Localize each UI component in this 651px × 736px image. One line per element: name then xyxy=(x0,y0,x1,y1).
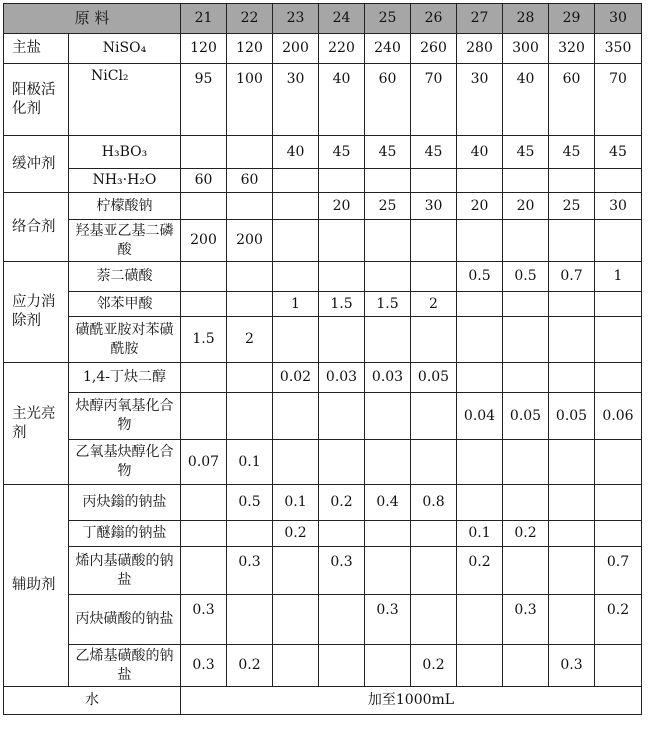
value-cell: 0.1 xyxy=(273,485,319,521)
col-header: 29 xyxy=(549,4,595,34)
value-cell: 0.5 xyxy=(227,485,273,521)
category-label: 辅助剂 xyxy=(4,485,69,687)
value-cell xyxy=(411,262,457,292)
value-cell xyxy=(365,169,411,193)
item-label: NH₃·H₂O xyxy=(69,169,181,193)
value-cell: 300 xyxy=(503,34,549,64)
value-cell xyxy=(549,317,595,363)
value-cell xyxy=(319,393,365,440)
value-cell xyxy=(549,292,595,317)
value-cell: 0.05 xyxy=(411,363,457,393)
value-cell xyxy=(411,393,457,440)
item-label: 柠檬酸钠 xyxy=(69,193,181,220)
value-cell xyxy=(365,645,411,687)
row-stress-sulfobenzimide xyxy=(4,292,642,317)
value-cell: 45 xyxy=(365,136,411,169)
value-cell xyxy=(273,547,319,595)
value-cell: 20 xyxy=(457,193,503,220)
item-label: 萘二磺酸 xyxy=(69,262,181,292)
row-brightener-propargyl xyxy=(4,393,642,440)
value-cell xyxy=(181,262,227,292)
value-cell: 0.03 xyxy=(365,363,411,393)
value-cell: 120 xyxy=(227,34,273,64)
value-cell: 60 xyxy=(549,64,595,136)
value-cell xyxy=(319,262,365,292)
value-cell: 2 xyxy=(411,292,457,317)
value-cell: 0.2 xyxy=(503,521,549,547)
value-cell xyxy=(181,292,227,317)
value-cell: 0.3 xyxy=(227,547,273,595)
value-cell xyxy=(273,440,319,485)
col-header: 28 xyxy=(503,4,549,34)
value-cell: 70 xyxy=(411,64,457,136)
value-cell xyxy=(273,317,319,363)
value-cell: 0.2 xyxy=(411,645,457,687)
value-cell xyxy=(595,292,642,317)
value-cell xyxy=(227,292,273,317)
value-cell xyxy=(227,595,273,645)
value-cell xyxy=(319,645,365,687)
value-cell xyxy=(595,485,642,521)
item-label: 邻苯甲酸 xyxy=(69,292,181,317)
value-cell xyxy=(503,169,549,193)
value-cell xyxy=(503,547,549,595)
value-cell: 0.2 xyxy=(319,485,365,521)
category-label: 应力消除剂 xyxy=(4,262,69,363)
formulation-table xyxy=(3,3,642,715)
value-cell xyxy=(503,645,549,687)
value-cell xyxy=(457,317,503,363)
value-cell: 45 xyxy=(503,136,549,169)
value-cell: 0.05 xyxy=(503,393,549,440)
value-cell xyxy=(181,393,227,440)
value-cell: 40 xyxy=(503,64,549,136)
row-buffer-nh3 xyxy=(4,169,642,193)
materials-header: 原 料 xyxy=(4,4,181,34)
item-label: 乙氧基炔醇化合物 xyxy=(69,440,181,485)
value-cell: 70 xyxy=(595,64,642,136)
row-stress-naphthalene xyxy=(4,262,642,292)
category-label: 阳极活化剂 xyxy=(4,64,69,136)
value-cell xyxy=(549,595,595,645)
value-cell: 200 xyxy=(273,34,319,64)
value-cell: 0.04 xyxy=(457,393,503,440)
item-label: 炔醇丙氧基化合物 xyxy=(69,393,181,440)
value-cell: 0.8 xyxy=(411,485,457,521)
category-label: 主盐 xyxy=(4,34,69,64)
value-cell: 1.5 xyxy=(365,292,411,317)
value-cell xyxy=(595,521,642,547)
value-cell: 20 xyxy=(503,193,549,220)
value-cell xyxy=(411,169,457,193)
row-aux-allyl xyxy=(4,547,642,595)
value-cell: 0.03 xyxy=(319,363,365,393)
col-header: 27 xyxy=(457,4,503,34)
value-cell xyxy=(319,317,365,363)
value-cell: 45 xyxy=(549,136,595,169)
row-aux-vinyl xyxy=(4,645,642,687)
value-cell: 120 xyxy=(181,34,227,64)
value-cell: 0.7 xyxy=(595,547,642,595)
value-cell xyxy=(503,485,549,521)
item-label: 乙烯基磺酸的钠盐 xyxy=(69,645,181,687)
value-cell xyxy=(181,485,227,521)
value-cell: 45 xyxy=(595,136,642,169)
value-cell: 0.05 xyxy=(549,393,595,440)
value-cell: 30 xyxy=(411,193,457,220)
value-cell xyxy=(549,485,595,521)
value-cell xyxy=(457,220,503,262)
value-cell xyxy=(549,220,595,262)
col-header: 22 xyxy=(227,4,273,34)
row-stress-sulfonamide xyxy=(4,317,642,363)
value-cell: 0.3 xyxy=(549,645,595,687)
col-header: 21 xyxy=(181,4,227,34)
value-cell: 0.4 xyxy=(365,485,411,521)
value-cell xyxy=(457,169,503,193)
value-cell: 0.02 xyxy=(273,363,319,393)
value-cell xyxy=(457,595,503,645)
value-cell: 30 xyxy=(273,64,319,136)
value-cell xyxy=(595,220,642,262)
value-cell xyxy=(503,292,549,317)
item-label: 羟基亚乙基二磷酸 xyxy=(69,220,181,262)
item-label: 1,4-丁炔二醇 xyxy=(69,363,181,393)
value-cell xyxy=(457,645,503,687)
value-cell xyxy=(411,547,457,595)
value-cell: 240 xyxy=(365,34,411,64)
item-label: 丙炔鎓的钠盐 xyxy=(69,485,181,521)
value-cell xyxy=(227,521,273,547)
value-cell xyxy=(365,393,411,440)
item-label: 磺酰亚胺对苯磺酰胺 xyxy=(69,317,181,363)
value-cell xyxy=(273,595,319,645)
value-cell: 0.5 xyxy=(457,262,503,292)
value-cell xyxy=(273,262,319,292)
value-cell: 0.3 xyxy=(181,595,227,645)
value-cell xyxy=(595,363,642,393)
value-cell xyxy=(365,262,411,292)
value-cell: 2 xyxy=(227,317,273,363)
value-cell: 0.1 xyxy=(227,440,273,485)
value-cell xyxy=(319,521,365,547)
value-cell: 0.3 xyxy=(181,645,227,687)
item-label: H₃BO₃ xyxy=(69,136,181,169)
value-cell: 220 xyxy=(319,34,365,64)
value-cell xyxy=(181,193,227,220)
value-cell xyxy=(595,440,642,485)
col-header: 26 xyxy=(411,4,457,34)
item-label: 丙炔磺酸的钠盐 xyxy=(69,595,181,645)
value-cell xyxy=(503,317,549,363)
value-cell: 25 xyxy=(365,193,411,220)
value-cell xyxy=(503,363,549,393)
value-cell xyxy=(411,440,457,485)
value-cell: 30 xyxy=(595,193,642,220)
value-cell xyxy=(411,317,457,363)
value-cell: 40 xyxy=(457,136,503,169)
item-label: 丁醚鎓的钠盐 xyxy=(69,521,181,547)
value-cell xyxy=(227,193,273,220)
value-cell: 0.1 xyxy=(457,521,503,547)
value-cell xyxy=(457,485,503,521)
category-label: 缓冲剂 xyxy=(4,136,69,193)
value-cell xyxy=(595,645,642,687)
row-brightener-butynediol xyxy=(4,363,642,393)
value-cell: 60 xyxy=(181,169,227,193)
value-cell xyxy=(319,220,365,262)
value-cell xyxy=(411,521,457,547)
row-aux-propyne xyxy=(4,485,642,521)
value-cell xyxy=(503,220,549,262)
row-complexing-hedp xyxy=(4,220,642,262)
row-anode-activator xyxy=(4,64,642,136)
value-cell xyxy=(411,220,457,262)
col-header: 25 xyxy=(365,4,411,34)
value-cell: 0.3 xyxy=(319,547,365,595)
value-cell xyxy=(181,521,227,547)
value-cell: 0.5 xyxy=(503,262,549,292)
row-complexing-citrate xyxy=(4,193,642,220)
value-cell: 200 xyxy=(181,220,227,262)
value-cell: 45 xyxy=(319,136,365,169)
value-cell xyxy=(595,317,642,363)
row-aux-butyl xyxy=(4,521,642,547)
value-cell: 0.2 xyxy=(595,595,642,645)
col-header: 23 xyxy=(273,4,319,34)
value-cell: 1.5 xyxy=(181,317,227,363)
value-cell: 60 xyxy=(227,169,273,193)
value-cell xyxy=(457,440,503,485)
value-cell xyxy=(273,645,319,687)
value-cell: 30 xyxy=(457,64,503,136)
value-cell: 1.5 xyxy=(319,292,365,317)
value-cell: 280 xyxy=(457,34,503,64)
value-cell xyxy=(273,220,319,262)
value-cell xyxy=(365,440,411,485)
value-cell xyxy=(319,169,365,193)
col-header: 30 xyxy=(595,4,642,34)
value-cell xyxy=(595,169,642,193)
category-label: 络合剂 xyxy=(4,193,69,262)
category-label: 主光亮剂 xyxy=(4,363,69,485)
value-cell xyxy=(319,440,365,485)
row-aux-propyne2 xyxy=(4,595,642,645)
value-cell xyxy=(227,262,273,292)
item-label: NiCl₂ xyxy=(69,64,181,136)
value-cell: 1 xyxy=(595,262,642,292)
value-cell xyxy=(227,363,273,393)
value-cell: 260 xyxy=(411,34,457,64)
row-buffer-h3bo3 xyxy=(4,136,642,169)
value-cell xyxy=(365,317,411,363)
value-cell: 60 xyxy=(365,64,411,136)
value-cell xyxy=(411,595,457,645)
value-cell xyxy=(457,363,503,393)
value-cell: 45 xyxy=(411,136,457,169)
value-cell xyxy=(365,220,411,262)
item-label: 烯内基磺酸的钠盐 xyxy=(69,547,181,595)
water-value: 加至1000mL xyxy=(181,687,642,715)
value-cell xyxy=(549,521,595,547)
value-cell xyxy=(273,393,319,440)
value-cell xyxy=(227,393,273,440)
value-cell xyxy=(549,169,595,193)
value-cell: 0.7 xyxy=(549,262,595,292)
value-cell: 0.2 xyxy=(273,521,319,547)
value-cell xyxy=(549,440,595,485)
col-header: 24 xyxy=(319,4,365,34)
item-label: NiSO₄ xyxy=(69,34,181,64)
value-cell: 40 xyxy=(273,136,319,169)
value-cell xyxy=(365,547,411,595)
row-water xyxy=(4,687,642,715)
category-label: 水 xyxy=(4,687,181,715)
value-cell: 100 xyxy=(227,64,273,136)
value-cell: 200 xyxy=(227,220,273,262)
value-cell: 350 xyxy=(595,34,642,64)
row-main-salt xyxy=(4,34,642,64)
value-cell xyxy=(549,363,595,393)
value-cell: 0.3 xyxy=(503,595,549,645)
value-cell: 0.2 xyxy=(457,547,503,595)
value-cell xyxy=(365,521,411,547)
value-cell: 320 xyxy=(549,34,595,64)
value-cell: 0.3 xyxy=(365,595,411,645)
value-cell: 0.06 xyxy=(595,393,642,440)
value-cell: 25 xyxy=(549,193,595,220)
value-cell: 0.2 xyxy=(227,645,273,687)
value-cell xyxy=(273,193,319,220)
value-cell xyxy=(181,363,227,393)
value-cell xyxy=(181,136,227,169)
row-brightener-ethoxylated xyxy=(4,440,642,485)
value-cell xyxy=(181,547,227,595)
value-cell: 1 xyxy=(273,292,319,317)
value-cell xyxy=(227,136,273,169)
value-cell: 20 xyxy=(319,193,365,220)
value-cell xyxy=(273,169,319,193)
value-cell xyxy=(457,292,503,317)
value-cell xyxy=(503,440,549,485)
value-cell: 40 xyxy=(319,64,365,136)
value-cell: 0.07 xyxy=(181,440,227,485)
value-cell xyxy=(319,595,365,645)
value-cell xyxy=(549,547,595,595)
value-cell: 95 xyxy=(181,64,227,136)
header-row xyxy=(4,4,642,34)
